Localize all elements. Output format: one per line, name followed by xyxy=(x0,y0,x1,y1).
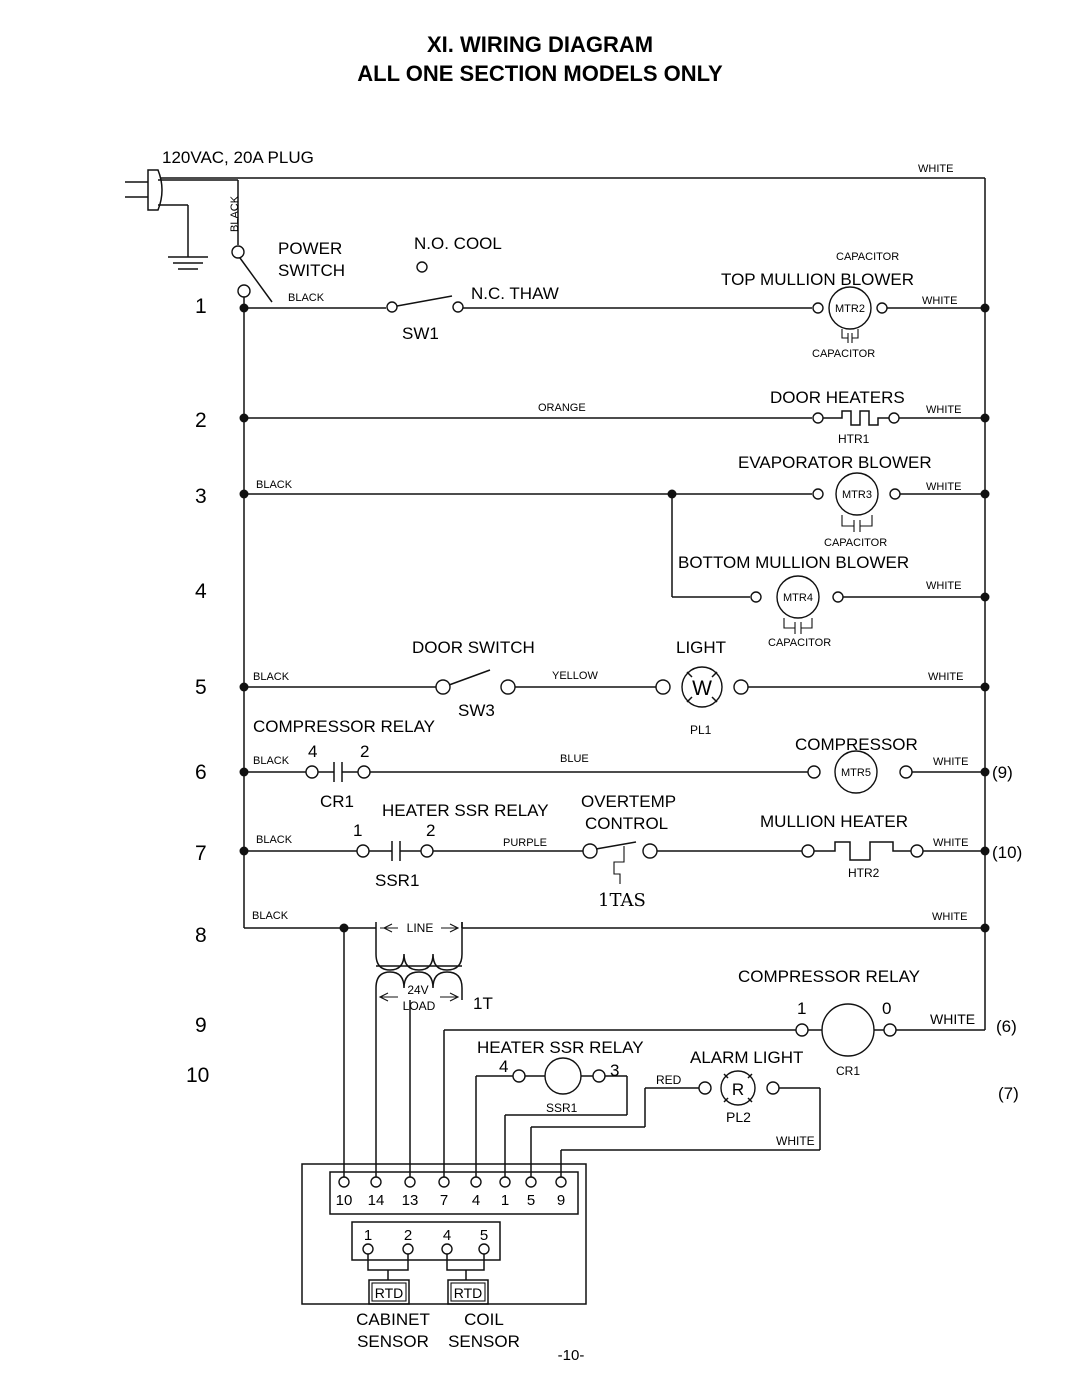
rung-number-6: 6 xyxy=(195,761,207,784)
sw1-no-cool-label: N.O. COOL xyxy=(414,234,502,253)
cr1-coil-icon xyxy=(822,1004,874,1056)
diagram-title: XI. WIRING DIAGRAM xyxy=(426,32,654,57)
rung-10 xyxy=(476,1058,820,1177)
rung9-cross-ref: (6) xyxy=(996,1017,1017,1036)
transformer-line-label: LINE xyxy=(406,921,434,935)
rung7-white-label: WHITE xyxy=(933,837,969,849)
rung7-cross-ref: (10) xyxy=(992,843,1023,862)
rung-number-5: 5 xyxy=(195,676,207,699)
power-switch xyxy=(232,246,272,302)
plug-label: 120VAC, 20A PLUG xyxy=(162,148,314,167)
ssr1-pin-1: 1 xyxy=(353,821,363,840)
ground-icon xyxy=(168,257,208,269)
cr1-coil-pin-1: 1 xyxy=(797,999,807,1018)
pl2-label: PL2 xyxy=(726,1109,751,1125)
top-white-label: WHITE xyxy=(918,163,954,175)
rung8-white-label: WHITE xyxy=(932,911,968,923)
door-switch-label: DOOR SWITCH xyxy=(412,638,535,657)
mullion-heater-icon xyxy=(814,842,911,860)
rung-2 xyxy=(240,411,990,425)
mtr2-label: MTR2 xyxy=(835,303,865,315)
evap-capacitor-label: CAPACITOR xyxy=(824,537,888,549)
bottom-blower-capacitor-label: CAPACITOR xyxy=(768,637,832,649)
top-blower-capacitor-label-top: CAPACITOR xyxy=(836,251,900,263)
terminal-label-10: 10 xyxy=(335,1192,353,1209)
evaporator-blower-label: EVAPORATOR BLOWER xyxy=(738,453,932,472)
cr1-coil-ref: CR1 xyxy=(836,1064,861,1078)
rung-number-2: 2 xyxy=(195,409,207,432)
rung1-white-label: WHITE xyxy=(922,295,958,307)
ssr1-coil-ref: SSR1 xyxy=(546,1101,578,1115)
cabinet-rtd-label: RTD xyxy=(374,1285,404,1301)
terminal-label-9: 9 xyxy=(556,1192,566,1209)
transformer-24v-label: 24V xyxy=(407,983,429,997)
rung-3 xyxy=(240,473,990,532)
heater-ssr-coil-label: HEATER SSR RELAY xyxy=(477,1038,644,1057)
bottom-mullion-blower-label: BOTTOM MULLION BLOWER xyxy=(678,553,910,572)
rung3-white-label: WHITE xyxy=(926,481,962,493)
mtr3-label: MTR3 xyxy=(842,489,872,501)
ssr1-pin-2: 2 xyxy=(426,821,436,840)
sensor-terminal-label-1: 1 xyxy=(363,1227,373,1244)
coil-sensor-label-1: COIL xyxy=(464,1310,504,1329)
terminal-label-4: 4 xyxy=(471,1192,481,1209)
light-symbol: W xyxy=(692,677,712,700)
transformer-ref-label: 1T xyxy=(473,994,493,1013)
rung-number-3: 3 xyxy=(195,485,207,508)
sensor-terminal-label-2: 2 xyxy=(403,1227,413,1244)
terminal-label-1: 1 xyxy=(500,1192,510,1209)
mullion-heater-label: MULLION HEATER xyxy=(760,812,908,831)
mtr5-label: MTR5 xyxy=(841,767,871,779)
rung10-cross-ref: (7) xyxy=(998,1084,1019,1103)
rung10-red-label: RED xyxy=(656,1073,682,1087)
cabinet-sensor-label-1: CABINET xyxy=(356,1310,430,1329)
coil-rtd-label: RTD xyxy=(453,1285,483,1301)
rung-5 xyxy=(240,667,990,707)
rung6-cross-ref: (9) xyxy=(992,763,1013,782)
rung5-black-label: BLACK xyxy=(253,671,290,683)
thermostat-icon xyxy=(614,846,624,884)
rung-number-4: 4 xyxy=(195,580,207,603)
alarm-light-label: ALARM LIGHT xyxy=(690,1048,804,1067)
door-heaters-label: DOOR HEATERS xyxy=(770,388,905,407)
sw3-label: SW3 xyxy=(458,701,495,720)
heater-ssr-contact-label: HEATER SSR RELAY xyxy=(382,801,549,820)
sw1-ref-label: SW1 xyxy=(402,324,439,343)
1tas-label: 1TAS xyxy=(598,890,646,911)
cr1-contact-ref: CR1 xyxy=(320,792,355,811)
rung8-black-label: BLACK xyxy=(252,910,289,922)
sensor-terminals xyxy=(363,1244,489,1280)
compressor-relay-contact-label: COMPRESSOR RELAY xyxy=(253,717,436,736)
sensor-terminal-label-5: 5 xyxy=(479,1227,489,1244)
rung5-white-label: WHITE xyxy=(928,671,964,683)
rung-number-7: 7 xyxy=(195,842,207,865)
coil-sensor-label-2: SENSOR xyxy=(448,1332,520,1351)
cr1-coil-pin-0: 0 xyxy=(882,999,892,1018)
rung-number-9: 9 xyxy=(195,1014,207,1037)
cr1-pin-4: 4 xyxy=(308,742,318,761)
heater-icon xyxy=(823,411,889,425)
light-label: LIGHT xyxy=(676,638,727,657)
compressor-label: COMPRESSOR xyxy=(795,735,918,754)
page-number: -10- xyxy=(557,1347,585,1364)
top-blower-capacitor-label: CAPACITOR xyxy=(812,348,876,360)
rung2-white-label: WHITE xyxy=(926,404,962,416)
ssr1-contact-ref: SSR1 xyxy=(375,871,420,890)
compressor-relay-coil-label: COMPRESSOR RELAY xyxy=(738,967,921,986)
power-switch-label-1: POWER xyxy=(278,239,343,258)
rung-6 xyxy=(240,751,990,793)
terminal-label-5: 5 xyxy=(526,1192,536,1209)
mtr4-label: MTR4 xyxy=(783,592,813,604)
diagram-subtitle: ALL ONE SECTION MODELS ONLY xyxy=(357,61,723,86)
overtemp-label-2: CONTROL xyxy=(585,814,669,833)
rung1-black-label: BLACK xyxy=(288,292,325,304)
terminal-label-14: 14 xyxy=(367,1192,385,1209)
pl1-label: PL1 xyxy=(690,723,712,737)
sw1-nc-thaw-label: N.C. THAW xyxy=(471,284,559,303)
sensor-terminal-label-4: 4 xyxy=(442,1227,452,1244)
terminal-label-7: 7 xyxy=(439,1192,449,1209)
rung3-black-label: BLACK xyxy=(256,479,293,491)
cabinet-sensor-label-2: SENSOR xyxy=(357,1332,429,1351)
ssr1-coil-icon xyxy=(545,1058,581,1094)
transformer-load-label: LOAD xyxy=(402,999,436,1013)
alarm-light-symbol: R xyxy=(731,1080,745,1099)
power-plug xyxy=(125,170,238,269)
rung6-white-label: WHITE xyxy=(933,756,969,768)
overtemp-label-1: OVERTEMP xyxy=(581,792,677,811)
rung-number-1: 1 xyxy=(195,295,207,318)
rung4-white-label: WHITE xyxy=(926,580,962,592)
htr2-label: HTR2 xyxy=(848,866,880,880)
plug-wire-black-label: BLACK xyxy=(229,195,241,232)
rung-number-8: 8 xyxy=(195,924,207,947)
ssr1-coil-pin-3: 3 xyxy=(610,1061,620,1080)
rung6-black-label: BLACK xyxy=(253,755,290,767)
ssr1-coil-pin-4: 4 xyxy=(499,1057,509,1076)
cr1-pin-2: 2 xyxy=(360,742,370,761)
rung6-blue-label: BLUE xyxy=(560,753,589,765)
rung2-orange-label: ORANGE xyxy=(538,402,586,414)
top-mullion-blower-label: TOP MULLION BLOWER xyxy=(721,270,915,289)
transformer-icon xyxy=(376,922,462,1177)
htr1-label: HTR1 xyxy=(838,432,870,446)
power-switch-label-2: SWITCH xyxy=(278,261,346,280)
rung5-yellow-label: YELLOW xyxy=(552,670,598,682)
rung10-white-label: WHITE xyxy=(776,1134,815,1148)
controller-terminals xyxy=(339,1177,566,1187)
rung7-black-label: BLACK xyxy=(256,834,293,846)
rung-number-10: 10 xyxy=(186,1064,210,1087)
terminal-label-13: 13 xyxy=(401,1192,419,1209)
rung9-white-label: WHITE xyxy=(930,1011,976,1027)
rung7-purple-label: PURPLE xyxy=(503,837,548,849)
